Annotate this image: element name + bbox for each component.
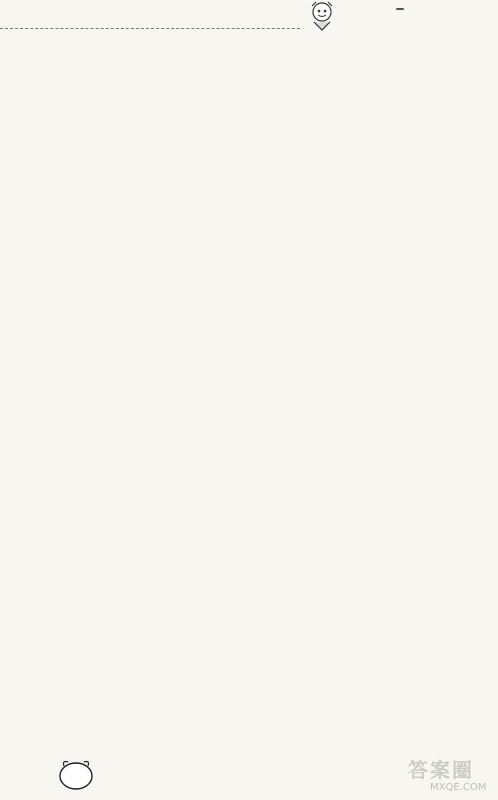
word-answers-row-1-items bbox=[0, 516, 498, 532]
header-rule bbox=[0, 28, 300, 29]
brand-subtitle bbox=[396, 8, 404, 10]
watermark-logo: 答案圈 bbox=[408, 758, 474, 782]
page-header bbox=[0, 0, 498, 36]
page-badge-icon bbox=[56, 756, 96, 792]
watermark-url: MXQE.COM bbox=[430, 782, 487, 793]
word-answers-row-2 bbox=[0, 534, 498, 550]
mascot-icon bbox=[300, 0, 344, 34]
